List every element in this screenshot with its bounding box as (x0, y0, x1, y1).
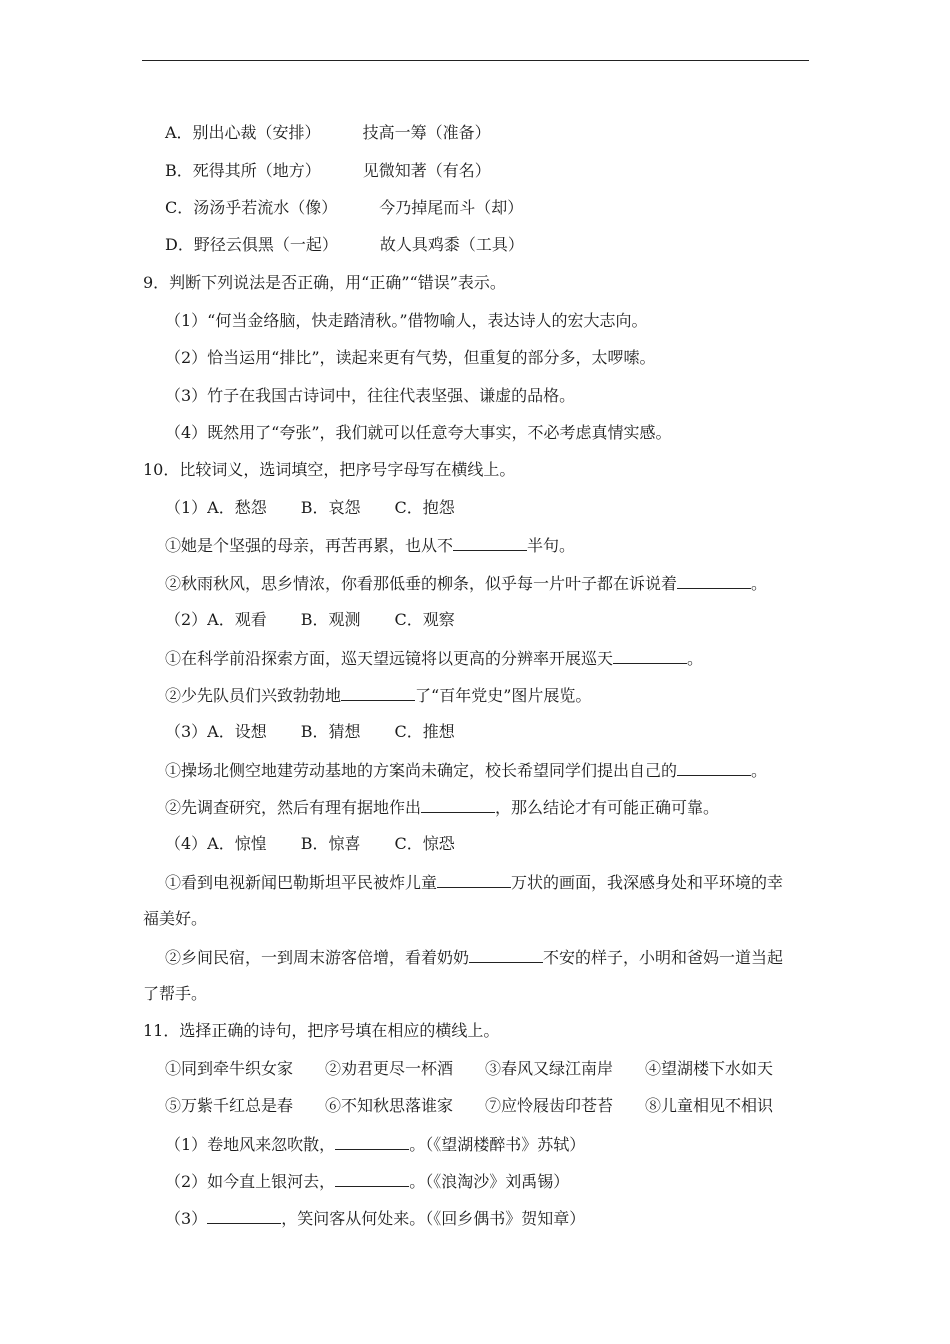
option-a: （1）A．愁怨 (165, 498, 267, 517)
q10-group1-sentence2 (165, 572, 767, 595)
option-b: B．哀怨 (300, 498, 361, 517)
q8-option-b-left: B．死得其所（地方） (165, 161, 321, 180)
q9-item-1: （1）“何当金络脑，快走踏清秋。”借物喻人，表达诗人的宏大志向。 (165, 311, 648, 330)
q10-group2-sentence1 (165, 647, 703, 670)
q10-title: 10．比较词义，选词填空，把序号字母写在横线上。 (143, 460, 516, 479)
q8-option-d-right: 故人具鸡黍（工具） (379, 235, 524, 254)
q8-option-c-left: C．汤汤乎若流水（像） (165, 198, 338, 217)
option-b: B．观测 (300, 610, 361, 629)
sentence-text: 。 (687, 649, 704, 668)
sentence-text: ②乡间民宿，一到周末游客倍增，看着奶奶 (165, 948, 470, 967)
answer-blank[interactable] (613, 647, 687, 664)
poem-line: ④望湖楼下水如天 (645, 1059, 774, 1078)
q9-item-3: （3）竹子在我国古诗词中，往往代表坚强、谦虚的品格。 (165, 386, 576, 405)
answer-blank[interactable] (335, 1133, 409, 1150)
q10-group3-sentence2 (165, 796, 719, 819)
option-c: C．观察 (394, 610, 455, 629)
q9-title: 9．判断下列说法是否正确，用“正确”“错误”表示。 (143, 273, 506, 292)
poem-line: ③春风又绿江南岸 (485, 1059, 614, 1078)
option-a: （2）A．观看 (165, 610, 267, 629)
q9-item-4: （4）既然用了“夸张”，我们就可以任意夸大事实，不必考虑真情实感。 (165, 423, 672, 442)
answer-blank[interactable] (437, 871, 511, 888)
q8-option-a-left: A．别出心裁（安排） (165, 123, 321, 142)
sentence-text: ②先调查研究，然后有理有据地作出 (165, 798, 422, 817)
answer-blank[interactable] (677, 759, 751, 776)
q10-group4-sentence1 (165, 871, 783, 894)
sentence-text: 万状的画面，我深感身处和平环境的幸 (511, 873, 784, 892)
sentence-text: ①她是个坚强的母亲，再苦再累，也从不 (165, 536, 454, 555)
answer-blank[interactable] (207, 1207, 281, 1224)
poem-line: ⑧儿童相见不相识 (645, 1096, 774, 1115)
answer-blank[interactable] (469, 946, 543, 963)
sentence-text: 。（《望湖楼醉书》苏轼） (409, 1135, 586, 1154)
option-b: B．惊喜 (300, 834, 361, 853)
sentence-text: 了“百年党史”图片展览。 (415, 686, 592, 705)
q10-group2-options (165, 609, 455, 631)
option-a: （3）A．设想 (165, 722, 267, 741)
sentence-text: 不安的样子，小明和爸妈一道当起 (543, 948, 784, 967)
sentence-text: ，那么结论才有可能正确可靠。 (495, 798, 720, 817)
header-rule (142, 60, 809, 61)
sentence-text: ①看到电视新闻巴勒斯坦平民被炸儿童 (165, 873, 438, 892)
q10-group4-options (165, 833, 455, 855)
q8-option-c (165, 197, 523, 219)
option-c: C．推想 (394, 722, 455, 741)
q11-poem-row-1 (165, 1058, 773, 1080)
q8-option-a (165, 122, 491, 144)
sentence-text: ②秋雨秋风，思乡情浓，你看那低垂的柳条，似乎每一片叶子都在诉说着 (165, 574, 678, 593)
q11-fill-2 (165, 1170, 569, 1193)
q10-group2-sentence2 (165, 684, 591, 707)
q10-group1-options (165, 497, 455, 519)
poem-line: ⑥不知秋思落谁家 (325, 1096, 454, 1115)
sentence-text: 。 (751, 574, 768, 593)
sentence-text: （3） (165, 1209, 208, 1228)
option-b: B．猜想 (300, 722, 361, 741)
sentence-text: ，笑问客从何处来。（《回乡偶书》贺知章） (281, 1209, 586, 1228)
answer-blank[interactable] (453, 534, 527, 551)
poem-line: ②劝君更尽一杯酒 (325, 1059, 454, 1078)
poem-line: ⑦应怜屐齿印苍苔 (485, 1096, 614, 1115)
sentence-text: ②少先队员们兴致勃勃地 (165, 686, 342, 705)
q11-poem-row-2 (165, 1095, 773, 1117)
answer-blank[interactable] (677, 572, 751, 589)
answer-blank[interactable] (421, 796, 495, 813)
option-c: C．惊恐 (394, 834, 455, 853)
answer-blank[interactable] (335, 1170, 409, 1187)
q11-fill-3 (165, 1207, 585, 1230)
sentence-text: 半句。 (527, 536, 576, 555)
sentence-text: ①在科学前沿探索方面，巡天望远镜将以更高的分辨率开展巡天 (165, 649, 614, 668)
sentence-text: 。（《浪淘沙》刘禹锡） (409, 1172, 570, 1191)
q10-group3-options (165, 721, 455, 743)
q8-option-c-right: 今乃掉尾而斗（却） (379, 198, 524, 217)
sentence-text: 。 (751, 761, 768, 780)
q8-option-d (165, 234, 524, 256)
q9-item-2: （2）恰当运用“排比”，读起来更有气势，但重复的部分多，太啰嗦。 (165, 348, 656, 367)
q8-option-d-left: D．野径云俱黑（一起） (165, 235, 338, 254)
q11-fill-1 (165, 1133, 585, 1156)
answer-blank[interactable] (341, 684, 415, 701)
q8-option-a-right: 技高一筹（准备） (362, 123, 491, 142)
poem-line: ①同到牵牛织女家 (165, 1059, 294, 1078)
sentence-text: （1）卷地风来忽吹散， (165, 1135, 336, 1154)
q10-group3-sentence1 (165, 759, 767, 782)
q10-group1-sentence1 (165, 534, 575, 557)
q10-group4-sentence2 (165, 946, 783, 969)
poem-line: ⑤万紫千红总是春 (165, 1096, 294, 1115)
sentence-text: ①操场北侧空地建劳动基地的方案尚未确定，校长希望同学们提出自己的 (165, 761, 678, 780)
option-a: （4）A．惊惶 (165, 834, 267, 853)
sentence-text: （2）如今直上银河去， (165, 1172, 336, 1191)
q8-option-b-right: 见微知著（有名） (362, 161, 491, 180)
q10-group4-sentence1-cont: 福美好。 (143, 909, 208, 928)
option-c: C．抱怨 (394, 498, 455, 517)
q10-group4-sentence2-cont: 了帮手。 (143, 984, 208, 1003)
q11-title: 11．选择正确的诗句，把序号填在相应的横线上。 (143, 1021, 500, 1040)
q8-option-b (165, 160, 491, 182)
